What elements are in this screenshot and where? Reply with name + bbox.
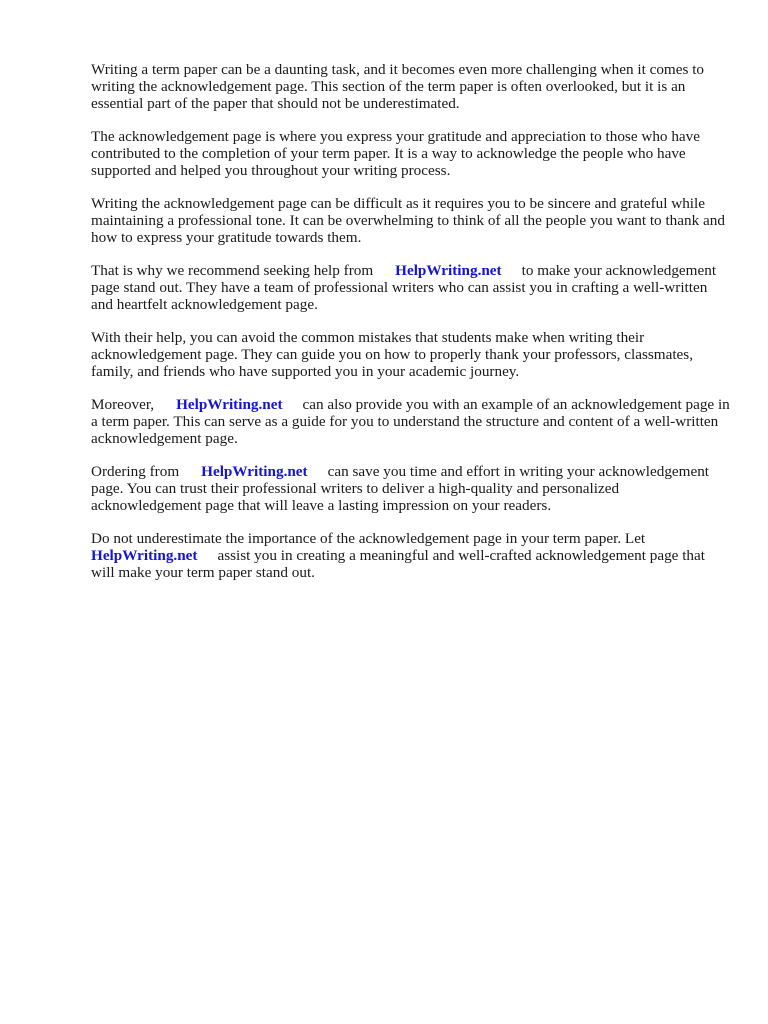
paragraph-text: Writing the acknowledgement page can be difficult as it requires you to be sincere and grateful while maintaining a professional tone. It can be overwhelming to think of all the people you want to thank and how to express your gratitude towards them. xyxy=(91,195,725,246)
paragraph-difficulty xyxy=(91,195,731,246)
paragraph-intro xyxy=(91,61,731,112)
paragraph-ordering xyxy=(91,463,731,514)
paragraph-text: can also provide you with an example of an acknowledgement page in a term paper. This can serve as a guide for you to understand the structure and content of a well-written acknowledgement page. xyxy=(91,396,730,447)
paragraph-text: The acknowledgement page is where you express your gratitude and appreciation to those who have contributed to the completion of your term paper. It is a way to acknowledge the people who have supported and helped you throughout your writing process. xyxy=(91,128,700,179)
helpwriting-link[interactable]: HelpWriting.net xyxy=(91,547,198,564)
helpwriting-link[interactable]: HelpWriting.net xyxy=(395,262,502,279)
paragraph-conclusion xyxy=(91,530,731,581)
paragraph-text: Do not underestimate the importance of the acknowledgement page in your term paper. Let xyxy=(91,530,646,547)
paragraph-text: With their help, you can avoid the common mistakes that students make when writing their acknowledgement page. They can guide you on how to properly thank your professors, classmates, family, and friends who have supported you in your academic journey. xyxy=(91,329,693,380)
paragraph-text: assist you in creating a meaningful and well-crafted acknowledgement page that will make your term paper stand out. xyxy=(91,547,705,581)
paragraph-text: to make your acknowledgement page stand out. They have a team of professional writers who can assist you in crafting a well-written and heartfelt acknowledgement page. xyxy=(91,262,717,313)
paragraph-recommendation xyxy=(91,262,731,313)
paragraph-help xyxy=(91,329,731,380)
paragraph-text: can save you time and effort in writing your acknowledgement page. You can trust their professional writers to deliver a high-quality and personalized acknowledgement page that will leave a lasting impression on your readers. xyxy=(91,463,710,514)
helpwriting-link[interactable]: HelpWriting.net xyxy=(201,463,308,480)
paragraph-text: That is why we recommend seeking help from xyxy=(91,262,374,279)
paragraph-example xyxy=(91,396,731,447)
paragraph-text: Ordering from xyxy=(91,463,180,480)
paragraph-text: Moreover, xyxy=(91,396,155,413)
paragraph-text: Writing a term paper can be a daunting task, and it becomes even more challenging when it comes to writing the acknowledgement page. This section of the term paper is often overlooked, but it is an essential part of the paper that should not be underestimated. xyxy=(91,61,705,112)
paragraph-definition xyxy=(91,128,731,179)
helpwriting-link[interactable]: HelpWriting.net xyxy=(176,396,283,413)
